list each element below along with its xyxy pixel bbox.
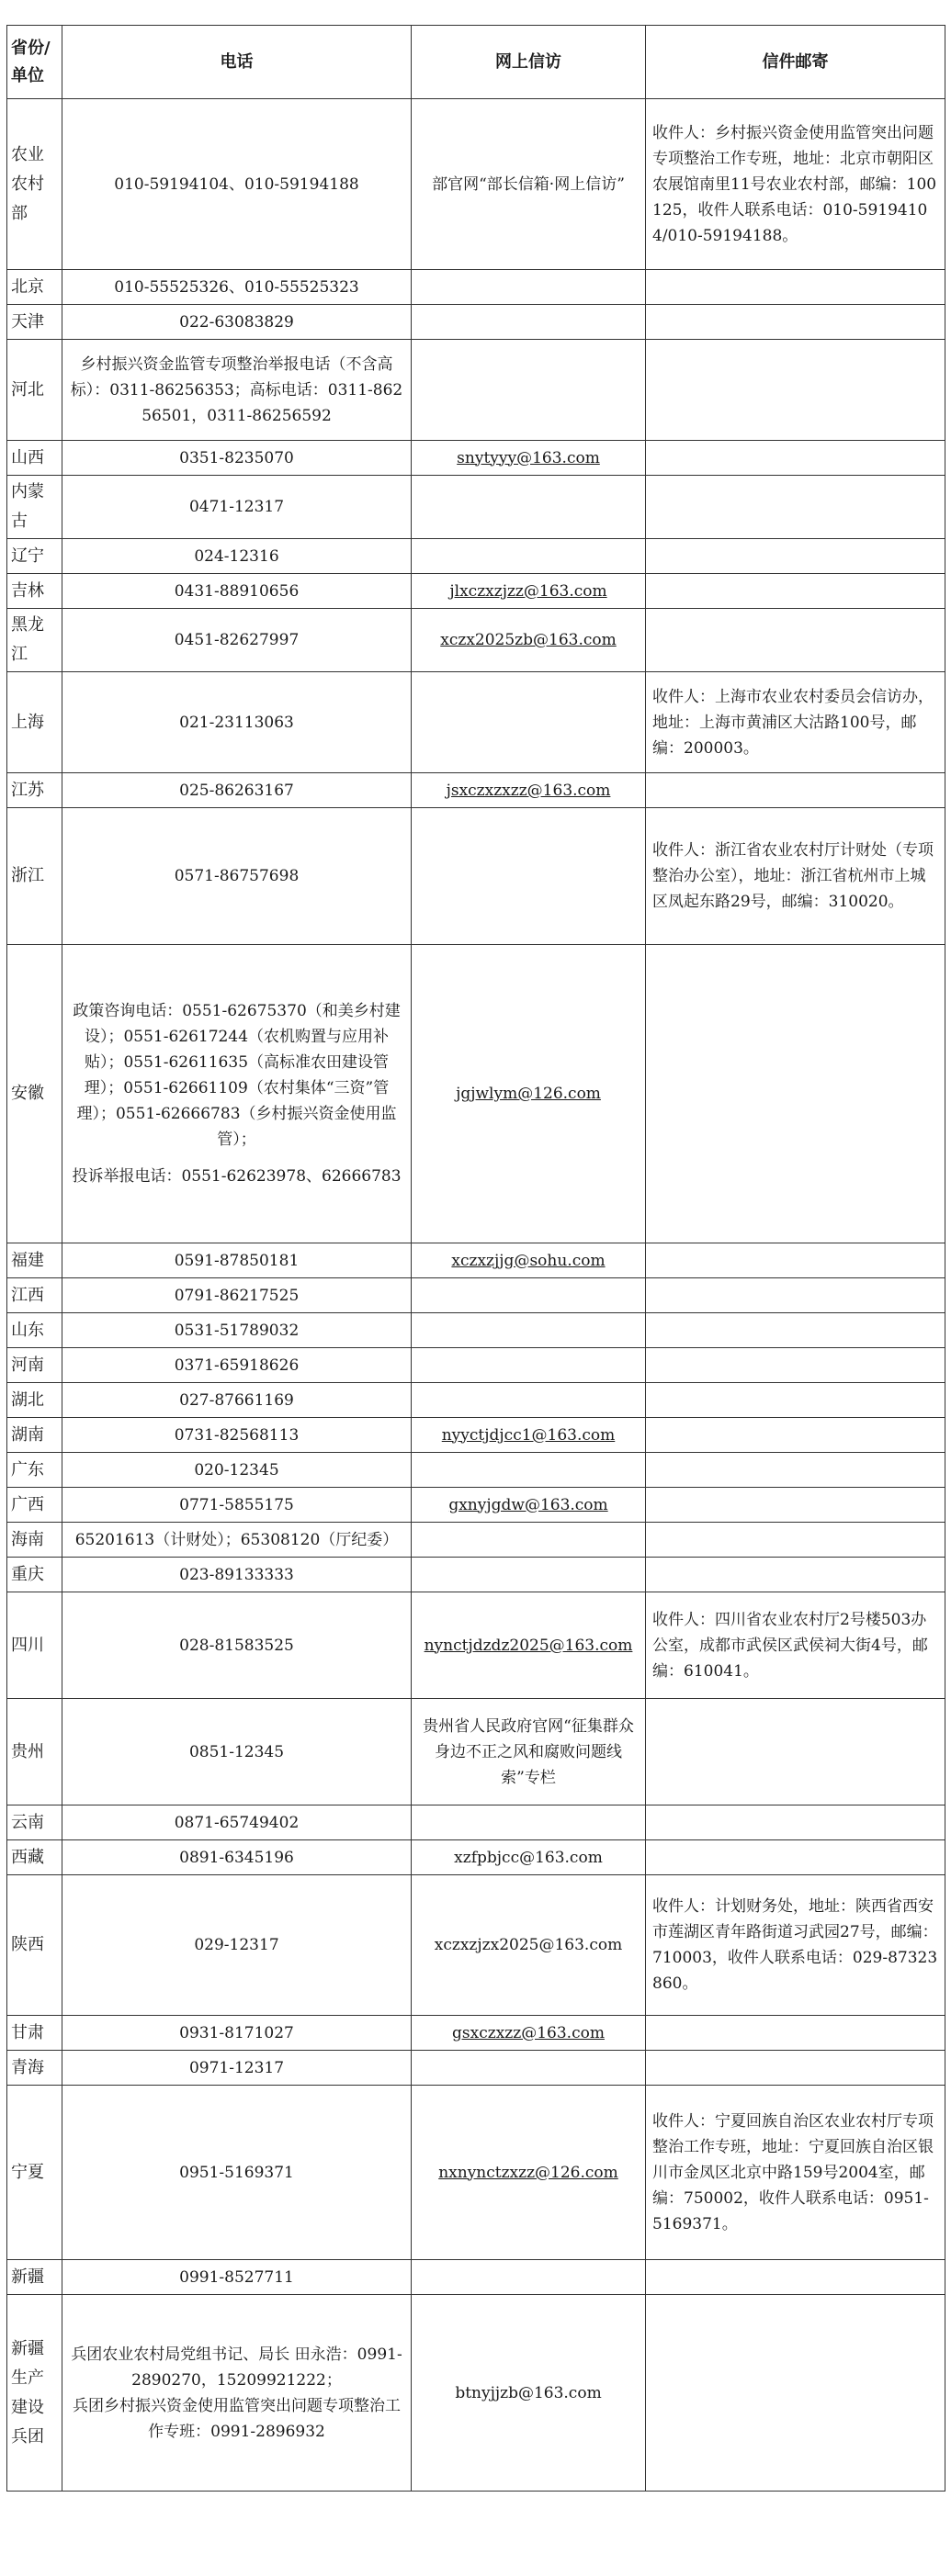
mail-cell	[646, 2051, 945, 2086]
online-cell	[412, 672, 646, 773]
mail-cell	[646, 1243, 945, 1278]
email-link[interactable]: nyyctjdjcc1@163.com	[441, 1425, 616, 1445]
phone-cell: 0951-5169371	[62, 2086, 412, 2260]
province-cell: 贵州	[7, 1699, 62, 1805]
province-cell: 北京	[7, 270, 62, 305]
online-text: xzfpbjcc@163.com	[454, 1848, 603, 1867]
email-link[interactable]: jgjwlym@126.com	[456, 1085, 601, 1103]
province-cell: 河南	[7, 1348, 62, 1383]
online-cell	[412, 773, 646, 808]
table-row	[7, 1840, 945, 1875]
phone-director-line: 兵团农业农村局党组书记、局长 田永浩：0991-2890270，15209921222；	[71, 2345, 402, 2390]
table-row	[7, 305, 945, 340]
mail-cell	[646, 2260, 945, 2295]
online-text: 贵州省人民政府官网“征集群众身边不正之风和腐败问题线索”专栏	[423, 1716, 634, 1787]
mail-cell	[646, 1805, 945, 1840]
mail-cell: 收件人：乡村振兴资金使用监管突出问题专项整治工作专班，地址：北京市朝阳区农展馆南里11号农业农村部，邮编：100125，收件人联系电话：010-59194104/010-59194188。	[646, 99, 945, 270]
province-cell: 广西	[7, 1488, 62, 1523]
online-text: btnyjjzb@163.com	[455, 2383, 602, 2402]
table-row	[7, 574, 945, 609]
table-row	[7, 2051, 945, 2086]
mail-cell	[646, 574, 945, 609]
phone-cell: 0931-8171027	[62, 2016, 412, 2051]
province-cell: 上海	[7, 672, 62, 773]
province-cell: 重庆	[7, 1558, 62, 1592]
mail-header: 信件邮寄	[646, 26, 945, 99]
online-cell	[412, 340, 646, 441]
phone-cell: 0991-8527711	[62, 2260, 412, 2295]
table-row	[7, 476, 945, 539]
table-row	[7, 1348, 945, 1383]
mail-cell	[646, 1523, 945, 1558]
online-cell	[412, 1243, 646, 1278]
online-cell	[412, 1840, 646, 1875]
mail-cell	[646, 1558, 945, 1592]
online-cell	[412, 574, 646, 609]
mail-cell: 收件人：浙江省农业农村厅计财处（专项整治办公室），地址：浙江省杭州市上城区凤起东路29号，邮编：310020。	[646, 808, 945, 945]
online-cell	[412, 1453, 646, 1488]
mail-cell	[646, 539, 945, 574]
table-row	[7, 773, 945, 808]
phone-cell: 0471-12317	[62, 476, 412, 539]
mail-cell	[646, 609, 945, 672]
phone-cell: 乡村振兴资金监管专项整治举报电话（不含高标）：0311-86256353；高标电话：0311-86256501，0311-86256592	[62, 340, 412, 441]
mail-cell	[646, 340, 945, 441]
province-cell: 宁夏	[7, 2086, 62, 2260]
online-cell	[412, 476, 646, 539]
online-cell	[412, 1488, 646, 1523]
province-cell: 天津	[7, 305, 62, 340]
mail-cell: 收件人：上海市农业农村委员会信访办，地址：上海市黄浦区大沽路100号，邮编：200003。	[646, 672, 945, 773]
online-cell	[412, 1523, 646, 1558]
table-row	[7, 1875, 945, 2016]
phone-cell: 0731-82568113	[62, 1418, 412, 1453]
online-cell	[412, 1592, 646, 1699]
phone-cell	[62, 945, 412, 1243]
online-text: 部官网“部长信箱·网上信访”	[432, 174, 625, 194]
table-row	[7, 609, 945, 672]
table-row	[7, 1453, 945, 1488]
mail-cell	[646, 441, 945, 476]
province-cell: 山东	[7, 1313, 62, 1348]
phone-complaint-line: 投诉举报电话：0551-62623978、62666783	[72, 1167, 402, 1186]
online-cell	[412, 99, 646, 270]
phone-cell: 023-89133333	[62, 1558, 412, 1592]
mail-cell	[646, 1348, 945, 1383]
phone-cell: 0571-86757698	[62, 808, 412, 945]
online-cell	[412, 2051, 646, 2086]
phone-cell: 0851-12345	[62, 1699, 412, 1805]
table-row	[7, 808, 945, 945]
online-cell	[412, 539, 646, 574]
table-row	[7, 1592, 945, 1699]
mail-cell	[646, 1488, 945, 1523]
email-link[interactable]: gxnyjgdw@163.com	[448, 1495, 608, 1514]
province-cell: 农业农村部	[7, 99, 62, 270]
contact-table	[6, 25, 945, 2492]
province-cell: 河北	[7, 340, 62, 441]
table-row	[7, 1805, 945, 1840]
phone-cell: 022-63083829	[62, 305, 412, 340]
phone-cell: 024-12316	[62, 539, 412, 574]
table-row	[7, 1418, 945, 1453]
province-cell: 甘肃	[7, 2016, 62, 2051]
phone-cell: 027-87661169	[62, 1383, 412, 1418]
online-cell	[412, 2086, 646, 2260]
table-row	[7, 2086, 945, 2260]
online-cell	[412, 270, 646, 305]
phone-cell: 029-12317	[62, 1875, 412, 2016]
mail-cell: 收件人：宁夏回族自治区农业农村厅专项整治工作专班，地址：宁夏回族自治区银川市金凤区北京中路159号2004室，邮编：750002，收件人联系电话：0951-5169371。	[646, 2086, 945, 2260]
province-cell: 辽宁	[7, 539, 62, 574]
province-cell: 云南	[7, 1805, 62, 1840]
email-link[interactable]: nxnynctzxzz@126.com	[438, 2163, 618, 2182]
province-cell: 新疆生产建设兵团	[7, 2295, 62, 2492]
phone-cell: 0891-6345196	[62, 1840, 412, 1875]
table-row	[7, 1278, 945, 1313]
email-link[interactable]: xczx2025zb@163.com	[440, 631, 617, 649]
phone-cell: 0971-12317	[62, 2051, 412, 2086]
phone-cell: 010-55525326、010-55525323	[62, 270, 412, 305]
mail-cell	[646, 476, 945, 539]
province-cell: 青海	[7, 2051, 62, 2086]
table-row	[7, 1699, 945, 1805]
table-row	[7, 1313, 945, 1348]
online-cell	[412, 1805, 646, 1840]
province-cell: 新疆	[7, 2260, 62, 2295]
online-cell	[412, 2260, 646, 2295]
mail-cell	[646, 1278, 945, 1313]
online-header: 网上信访	[412, 26, 646, 99]
online-cell	[412, 1313, 646, 1348]
table-row	[7, 672, 945, 773]
online-cell	[412, 1875, 646, 2016]
mail-cell	[646, 1699, 945, 1805]
phone-cell: 0871-65749402	[62, 1805, 412, 1840]
online-text: xczxzjzx2025@163.com	[434, 1936, 623, 1954]
email-link[interactable]: nynctjdzdz2025@163.com	[424, 1636, 633, 1655]
province-cell: 江西	[7, 1278, 62, 1313]
mail-cell	[646, 2295, 945, 2492]
online-cell	[412, 609, 646, 672]
province-cell: 福建	[7, 1243, 62, 1278]
phone-cell: 0771-5855175	[62, 1488, 412, 1523]
phone-cell: 010-59194104、010-59194188	[62, 99, 412, 270]
email-link[interactable]: snytyyy@163.com	[457, 448, 600, 467]
email-link[interactable]: jlxczxzjzz@163.com	[449, 581, 607, 601]
phone-cell: 0791-86217525	[62, 1278, 412, 1313]
email-link[interactable]: jsxczxzxzz@163.com	[446, 781, 611, 800]
province-cell: 广东	[7, 1453, 62, 1488]
province-cell: 浙江	[7, 808, 62, 945]
online-cell	[412, 1418, 646, 1453]
table-row	[7, 441, 945, 476]
online-cell	[412, 808, 646, 945]
province-cell: 山西	[7, 441, 62, 476]
province-header: 省份/单位	[7, 26, 62, 99]
phone-cell: 028-81583525	[62, 1592, 412, 1699]
province-cell: 安徽	[7, 945, 62, 1243]
table-row	[7, 1383, 945, 1418]
mail-cell	[646, 270, 945, 305]
table-row	[7, 340, 945, 441]
mail-cell	[646, 945, 945, 1243]
table-row	[7, 2295, 945, 2492]
mail-cell	[646, 2016, 945, 2051]
online-cell	[412, 1699, 646, 1805]
online-cell	[412, 2295, 646, 2492]
mail-cell	[646, 1840, 945, 1875]
table-row	[7, 1488, 945, 1523]
mail-cell	[646, 1418, 945, 1453]
phone-task-force-line: 兵团乡村振兴资金使用监管突出问题专项整治工作专班：0991-2896932	[73, 2396, 401, 2441]
table-row	[7, 99, 945, 270]
table-row	[7, 2260, 945, 2295]
table-row	[7, 1558, 945, 1592]
mail-cell	[646, 1313, 945, 1348]
online-cell	[412, 1348, 646, 1383]
phone-cell: 0451-82627997	[62, 609, 412, 672]
online-cell	[412, 945, 646, 1243]
phone-policy-lines: 政策咨询电话：0551-62675370（和美乡村建设）；0551-62617244（农机购置与应用补贴）；0551-62611635（高标准农田建设管理）；0551-62661109（农村集体“三资”管理）；0551-62666783（乡村振兴资金使用监管）；	[73, 1002, 401, 1149]
table-row	[7, 1523, 945, 1558]
province-cell: 江苏	[7, 773, 62, 808]
phone-cell: 025-86263167	[62, 773, 412, 808]
phone-cell	[62, 2295, 412, 2492]
phone-cell: 0531-51789032	[62, 1313, 412, 1348]
mail-cell	[646, 773, 945, 808]
table-row	[7, 270, 945, 305]
mail-cell: 收件人：四川省农业农村厅2号楼503办公室，成都市武侯区武侯祠大街4号，邮编：610041。	[646, 1592, 945, 1699]
header-row	[7, 26, 945, 99]
province-cell: 西藏	[7, 1840, 62, 1875]
online-cell	[412, 1383, 646, 1418]
phone-cell: 0431-88910656	[62, 574, 412, 609]
online-cell	[412, 305, 646, 340]
province-cell: 湖北	[7, 1383, 62, 1418]
phone-header: 电话	[62, 26, 412, 99]
province-cell: 吉林	[7, 574, 62, 609]
email-link[interactable]: gsxczxzz@163.com	[452, 2023, 605, 2042]
province-cell: 四川	[7, 1592, 62, 1699]
online-cell	[412, 2016, 646, 2051]
table-row	[7, 539, 945, 574]
table-row	[7, 2016, 945, 2051]
mail-cell	[646, 1453, 945, 1488]
mail-cell: 收件人：计划财务处，地址：陕西省西安市莲湖区青年路街道习武园27号，邮编：710003，收件人联系电话：029-87323860。	[646, 1875, 945, 2016]
province-cell: 海南	[7, 1523, 62, 1558]
phone-cell: 65201613（计财处）；65308120（厅纪委）	[62, 1523, 412, 1558]
table-row	[7, 1243, 945, 1278]
province-cell: 陕西	[7, 1875, 62, 2016]
online-cell	[412, 441, 646, 476]
province-cell: 黑龙江	[7, 609, 62, 672]
phone-cell: 021-23113063	[62, 672, 412, 773]
province-cell: 湖南	[7, 1418, 62, 1453]
phone-cell: 0371-65918626	[62, 1348, 412, 1383]
phone-cell: 020-12345	[62, 1453, 412, 1488]
phone-cell: 0591-87850181	[62, 1243, 412, 1278]
phone-cell: 0351-8235070	[62, 441, 412, 476]
mail-cell	[646, 305, 945, 340]
table-row	[7, 945, 945, 1243]
mail-cell	[646, 1383, 945, 1418]
online-cell	[412, 1558, 646, 1592]
province-cell: 内蒙古	[7, 476, 62, 539]
email-link[interactable]: xczxzjjg@sohu.com	[451, 1251, 606, 1270]
online-cell	[412, 1278, 646, 1313]
